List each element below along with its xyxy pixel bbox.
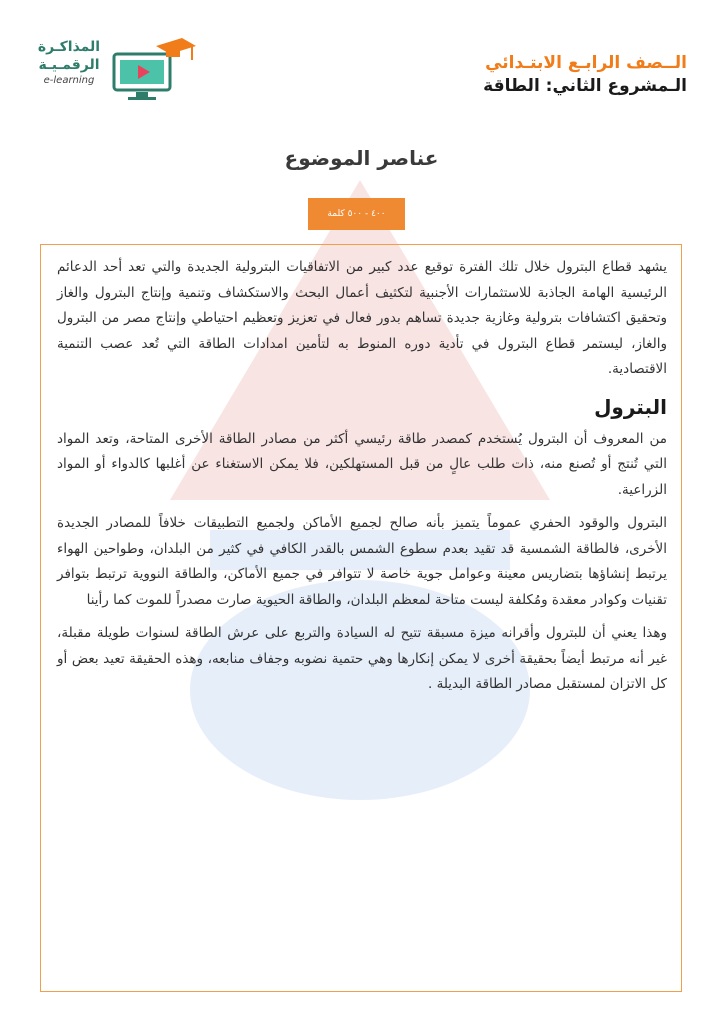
body-paragraph-3: وهذا يعني أن للبترول وأقرانه ميزة مسبقة تتيح له السيادة والتربع على عرش الطاقة لسنوات طويلة مقبلة، غير أنه مرتبط أيضاً بحقيقة أخرى لا يمكن إنكارها وهي حتمية نضوبه وجفاف منابعه، وهذه الحقيقة تعيد بعض أو كل الاتزان لمستقبل مصادر الطاقة البديلة . — [57, 625, 667, 692]
logo-line-2: الرقمـيـة — [38, 57, 100, 73]
brand-logo — [32, 36, 202, 108]
section-heading: البترول — [594, 394, 667, 419]
logo-text — [32, 38, 106, 88]
content-box — [40, 244, 682, 992]
monitor-graduation-cap-icon — [108, 36, 198, 108]
word-count-badge: ٤٠٠ - ٥٠٠ كلمة — [308, 198, 405, 230]
page-header — [483, 52, 687, 98]
intro-paragraph: يشهد قطاع البترول خلال تلك الفترة توقيع عدد كبير من الاتفاقيات البترولية الجديدة والتي تعد أحد الدعائم الرئيسية الهامة الجاذبة للاستثمارات الأجنبية لتكثيف أعمال البحث والاستكشاف وتنمية وإنتاج البترول والغاز وتحقيق اكتشافات بترولية وغازية جديدة تساهم بدور فعال في تعزيز وتعظيم احتياطي وإنتاج مصر من البترول والغاز، ليستمر قطاع البترول في تأدية دوره المنوط به لتأمين امدادات الطاقة التي تُعد عصب التنمية الاقتصادية. — [57, 259, 667, 377]
body-paragraph-2: البترول والوقود الحفري عموماً يتميز بأنه صالح لجميع الأماكن ولجميع التطبيقات خلافاً للمصادر الجديدة الأخرى، فالطاقة الشمسية قد تقيد بعدم سطوع الشمس بالقدر الكافي في كثير من البلدان، وطواحين الهواء يرتبط إنشاؤها بتضاريس معينة وعوامل جوية خاصة لا تتوافر في جميع الأماكن، والطاقة النووية ترتبط بتوافر تقنيات وكوادر معقدة ومُكلفة ليست متاحة لمعظم البلدان، والطاقة الحيوية صارت مصدراً للموت كما رأينا — [57, 515, 667, 608]
page-title: عناصر الموضوع — [284, 146, 439, 170]
logo-line-1: المذاكـرة — [37, 39, 101, 55]
logo-line-3: e-learning — [43, 75, 95, 86]
body-paragraph-1: من المعروف أن البترول يُستخدم كمصدر طاقة رئيسي أكثر من مصادر الطاقة الأخرى المتاحة، وتعد المواد التي تُنتج أو تُصنع منه، ذات طلب عالٍ من قبل المستهلكين، فلا يمكن الاستغناء عن أغلبها كالدواء أو المواد الزراعية. — [57, 430, 667, 498]
grade-label: الــصف الرابـع الابتـدائي — [485, 53, 687, 73]
project-label: الـمشروع الثاني: الطاقة — [483, 76, 687, 96]
